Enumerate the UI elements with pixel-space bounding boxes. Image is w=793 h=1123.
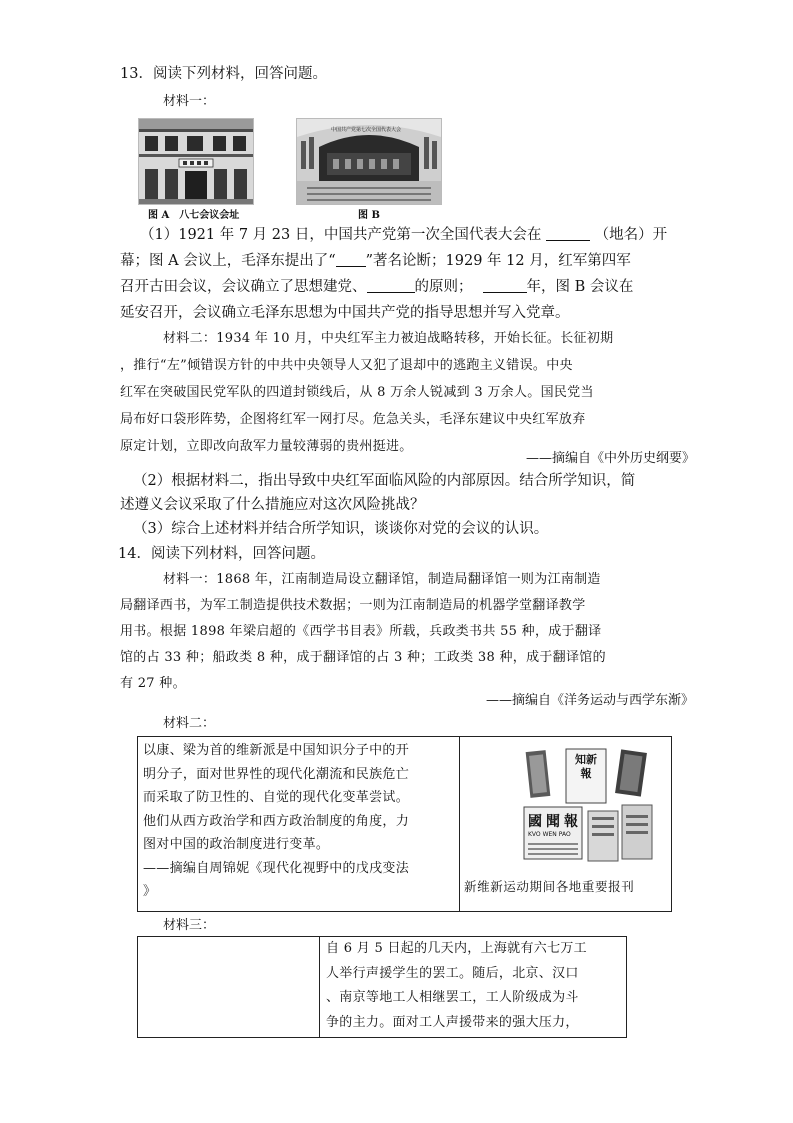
figure-a-caption: 图 A 八七会议会址 <box>148 210 240 221</box>
figure-a-photo <box>138 118 254 205</box>
q14-material1-line: 材料一：1868 年，江南制造局设立翻译馆，制造局翻译馆一则为江南制造 <box>163 572 601 587</box>
building-image <box>139 119 253 204</box>
q13-material2-line: ，推行“左”倾错误方针的中共中央领导人又犯了退却中的逃跑主义错误。中央 <box>120 358 573 373</box>
q13-part2-line: （2）根据材料二，指出导致中央红军面临风险的内部原因。结合所学知识，简 <box>133 473 636 489</box>
question-13-title: 13．阅读下列材料，回答问题。 <box>120 66 327 82</box>
q13-part1-text: 年，图 B 会议在 <box>526 279 634 295</box>
q14-material2-label: 材料二： <box>163 716 216 731</box>
table-text-line: 他们从西方政治学和西方政治制度的角度，力 <box>143 813 410 829</box>
q13-material2-line: 材料二：1934 年 10 月，中央红军主力被迫战略转移，开始长征。长征初期 <box>163 331 614 346</box>
table-text-line: ——摘编自周锦妮《现代化视野中的戊戌变法 <box>143 860 410 876</box>
q13-material2-line: 局布好口袋形阵势，企图将红军一网打尽。危急关头，毛泽东建议中央红军放弃 <box>120 412 586 427</box>
table-text-line: 图对中国的政治制度进行变革。 <box>143 837 330 852</box>
q13-material2-line: 原定计划，立即改向敌军力量较薄弱的贵州挺进。 <box>120 439 413 454</box>
table-divider <box>319 937 320 1037</box>
q14-material3-table <box>137 936 627 1038</box>
q13-part1-text: （1）1921 年 7 月 23 日，中国共产党第一次全国代表大会在 <box>140 227 542 243</box>
q13-part1-text: 的原则； <box>414 279 473 295</box>
table-text-line: 》 <box>143 884 157 899</box>
q13-material2-source: ——摘编自《中外历史纲要》 <box>526 451 696 466</box>
table-text-line: 、南京等地工人相继罢工，工人阶级成为斗 <box>326 990 579 1005</box>
newspaper-latin-word: PAO <box>558 831 571 838</box>
q13-part1-line1 <box>140 223 667 248</box>
answer-blank-thesis[interactable] <box>336 252 366 267</box>
q13-part1-line4: 延安召开，会议确立毛泽东思想为中国共产党的指导思想并写入党章。 <box>120 305 570 321</box>
table-cell-text <box>143 739 409 904</box>
newspaper-latin-title <box>528 831 580 838</box>
newspaper-zhixinbao-title: 知新報 <box>575 753 597 780</box>
q13-material2-line: 红军在突破国民党军队的四道封锁线后，从 8 万余人锐减到 3 万余人。国民党当 <box>120 385 594 400</box>
newspaper-latin-word: KVO <box>528 831 541 838</box>
figure-b-photo <box>296 118 442 205</box>
q14-material1-line: 用书。根据 1898 年梁启超的《西学书目表》所载，兵政类书共 55 种，成于翻译 <box>120 624 602 639</box>
material-1-label: 材料一： <box>163 94 216 109</box>
table-text-line: 人举行声援学生的罢工。随后，北京、汉口 <box>326 965 579 981</box>
table-text-line: 以康、梁为首的维新派是中国知识分子中的开 <box>143 743 410 758</box>
answer-blank-principle[interactable] <box>367 278 415 293</box>
figure-b-caption: 图 B <box>358 210 380 221</box>
q14-material1-source: ——摘编自《洋务运动与西学东渐》 <box>486 693 695 708</box>
answer-blank-year[interactable] <box>483 278 527 293</box>
newspaper-latin-word: WEN <box>542 831 557 838</box>
q14-material1-line: 有 27 种。 <box>120 676 186 691</box>
q13-part1-text: 幕；图 A 会议上，毛泽东提出了“ <box>120 253 336 269</box>
question-14-title: 14．阅读下列材料，回答问题。 <box>118 546 325 562</box>
newspapers-image <box>518 745 660 869</box>
q14-material1-line: 馆的占 33 种；船政类 8 种，成于翻译馆的占 3 种；工政类 38 种，成于翻译馆的 <box>120 650 606 665</box>
table-text-line: 争的主力。面对工人声援带来的强大压力， <box>326 1014 579 1030</box>
answer-blank-place[interactable] <box>546 226 590 241</box>
q13-part1-text: ”著名论断；1929 年 12 月，红军第四军 <box>365 253 631 269</box>
q14-material2-table <box>137 736 672 912</box>
q13-part1-line2 <box>120 249 631 274</box>
q13-part1-text: 召开古田会议，会议确立了思想建党、 <box>120 279 367 295</box>
table-text-line: 自 6 月 5 日起的几天内，上海就有六七万工 <box>326 941 587 956</box>
q14-material3-label: 材料三： <box>163 918 216 933</box>
q13-part1-text: （地名）开 <box>594 227 668 243</box>
q13-part2-line: 述遵义会议采取了什么措施应对这次风险挑战？ <box>120 497 425 513</box>
newspapers-caption: 新维新运动期间各地重要报刊 <box>464 879 635 894</box>
newspaper-guowenbao-title: 國聞報 <box>528 814 582 830</box>
q13-part3-line: （3）综合上述材料并结合所学知识，谈谈你对党的会议的认识。 <box>133 521 549 537</box>
figure-b-banner: 中国共产党第七次全国代表大会 <box>331 127 402 133</box>
table-divider <box>459 737 460 911</box>
q14-material1-line: 局翻译西书，为军工制造提供技术数据；一则为江南制造局的机器学堂翻译教学 <box>120 598 586 613</box>
table-cell-text <box>326 937 587 1035</box>
table-text-line: 而采取了防卫性的、自觉的现代化变革尝试。 <box>143 790 410 805</box>
table-text-line: 明分子，面对世界性的现代化潮流和民族危亡 <box>143 766 410 782</box>
q13-part1-line3 <box>120 275 633 300</box>
